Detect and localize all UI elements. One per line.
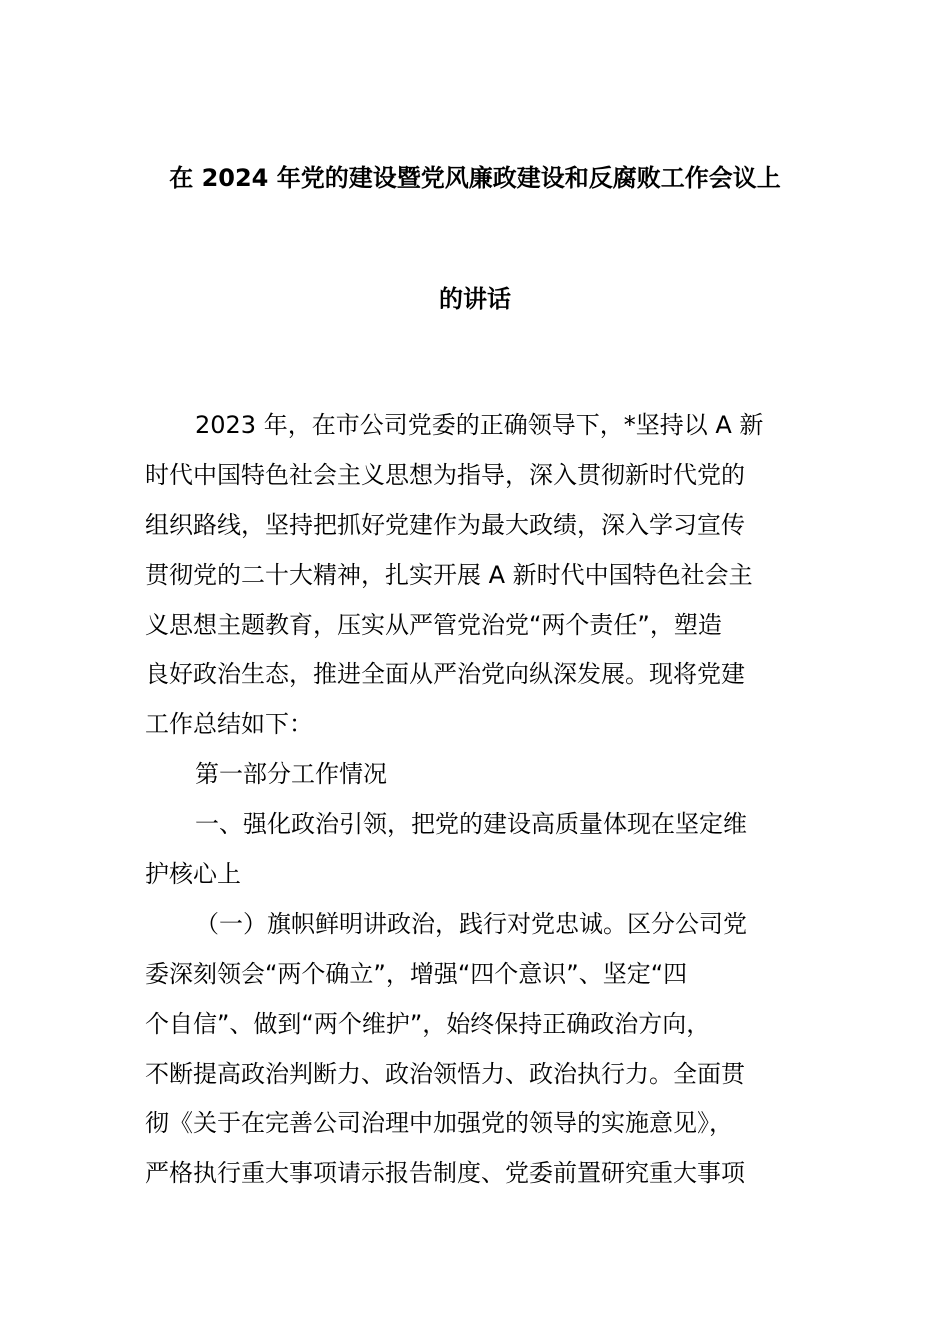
body-line: 委深刻领会“两个确立”，增强“四个意识”、坚定“四 bbox=[145, 959, 688, 988]
body-line: （一）旗帜鲜明讲政治，践行对党忠诚。区分公司党 bbox=[195, 909, 747, 938]
section-heading: 第一部分工作情况 bbox=[195, 760, 387, 789]
subsection-heading: 一、强化政治引领，把党的建设高质量体现在坚定维 bbox=[195, 810, 747, 839]
body-line: 义思想主题教育，压实从严管党治党“两个责任”，塑造 bbox=[145, 610, 722, 639]
body-line: 彻《关于在完善公司治理中加强党的领导的实施意见》， bbox=[145, 1109, 733, 1138]
body-line: 时代中国特色社会主义思想为指导，深入贯彻新时代党的 bbox=[145, 460, 745, 489]
document-title-line-2: 的讲话 bbox=[439, 285, 511, 313]
body-line: 良好政治生态，推进全面从严治党向纵深发展。现将党建 bbox=[145, 660, 745, 689]
body-line: 工作总结如下： bbox=[145, 710, 313, 739]
body-line: 严格执行重大事项请示报告制度、党委前置研究重大事项 bbox=[145, 1159, 745, 1188]
document-title-line-1: 在 2024 年党的建设暨党风廉政建设和反腐败工作会议上 bbox=[169, 164, 781, 192]
document-body bbox=[145, 401, 811, 1199]
body-line: 不断提高政治判断力、政治领悟力、政治执行力。全面贯 bbox=[145, 1059, 745, 1088]
body-line: 2023 年，在市公司党委的正确领导下，*坚持以 A 新 bbox=[195, 411, 764, 439]
body-line: 贯彻党的二十大精神，扎实开展 A 新时代中国特色社会主 bbox=[145, 560, 753, 589]
body-line: 组织路线，坚持把抓好党建作为最大政绩，深入学习宣传 bbox=[145, 510, 745, 539]
body-line: 个自信”、做到“两个维护”，始终保持正确政治方向， bbox=[145, 1009, 711, 1038]
subsection-heading-continued: 护核心上 bbox=[145, 860, 241, 889]
